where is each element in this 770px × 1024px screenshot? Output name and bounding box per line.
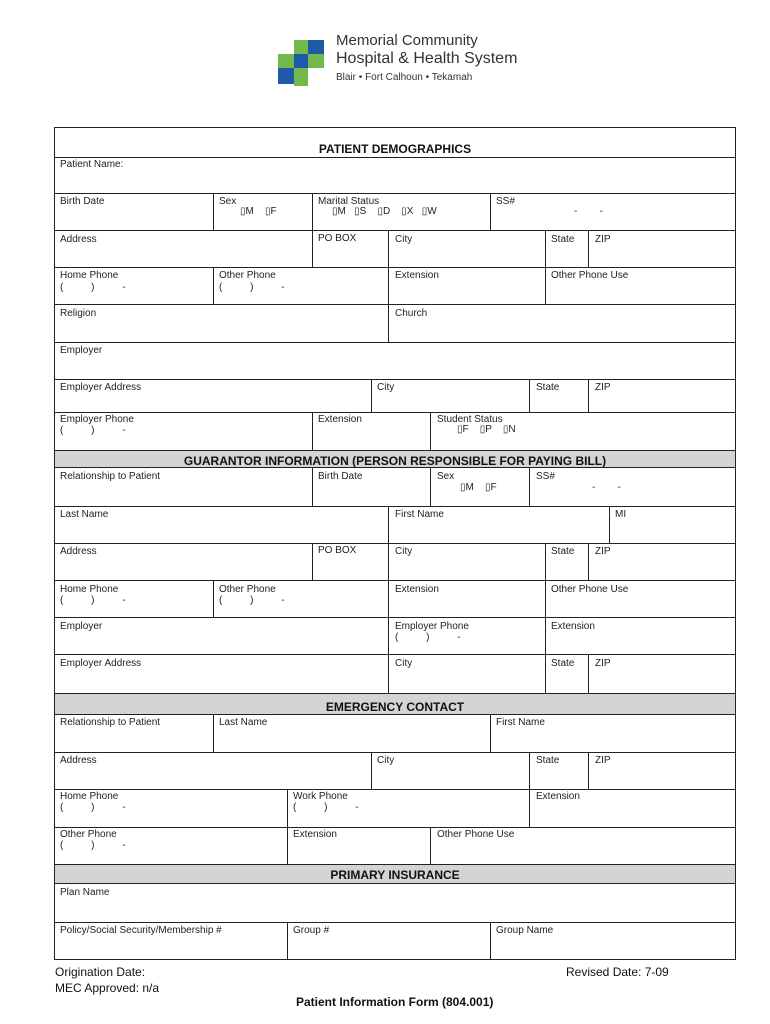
logo-line-1: Memorial Community bbox=[336, 32, 478, 49]
guarantor-last-name-label[interactable]: Last Name bbox=[60, 509, 109, 520]
other-phone-format: ( ) - bbox=[219, 282, 285, 293]
emergency-other-phone-use-label[interactable]: Other Phone Use bbox=[437, 829, 515, 840]
employer-zip-label[interactable]: ZIP bbox=[595, 382, 611, 393]
guarantor-po-box-label[interactable]: PO BOX bbox=[318, 545, 357, 556]
emergency-home-phone-format: ( ) - bbox=[60, 802, 126, 813]
guarantor-other-phone-label[interactable]: Other Phone bbox=[219, 584, 276, 595]
guarantor-city-label[interactable]: City bbox=[395, 546, 413, 557]
employer-phone-label[interactable]: Employer Phone bbox=[60, 414, 134, 425]
guarantor-employer-zip-label[interactable]: ZIP bbox=[595, 658, 611, 669]
section-header-demographics: PATIENT DEMOGRAPHICS bbox=[55, 141, 735, 158]
church-label[interactable]: Church bbox=[395, 308, 428, 319]
guarantor-home-phone-label[interactable]: Home Phone bbox=[60, 584, 119, 595]
marital-checkboxes[interactable]: ▯M ▯S ▯D ▯X ▯W bbox=[332, 206, 437, 217]
emergency-address-label[interactable]: Address bbox=[60, 755, 97, 766]
sex-checkboxes[interactable]: ▯M ▯F bbox=[240, 206, 277, 217]
guarantor-other-phone-format: ( ) - bbox=[219, 595, 285, 606]
guarantor-sex-checkboxes[interactable]: ▯M ▯F bbox=[460, 482, 497, 493]
revised-date: Revised Date: 7-09 bbox=[566, 965, 669, 979]
logo-line-3: Blair • Fort Calhoun • Tekamah bbox=[336, 72, 473, 83]
home-phone-label[interactable]: Home Phone bbox=[60, 270, 119, 281]
plan-name-label[interactable]: Plan Name bbox=[60, 887, 110, 898]
emergency-zip-label[interactable]: ZIP bbox=[595, 755, 611, 766]
emergency-relationship-label[interactable]: Relationship to Patient bbox=[60, 717, 161, 728]
guarantor-ssn-dashes: - - bbox=[592, 482, 621, 493]
guarantor-employer-phone-format: ( ) - bbox=[395, 632, 461, 643]
emergency-other-phone-label[interactable]: Other Phone bbox=[60, 829, 117, 840]
other-phone-use-label[interactable]: Other Phone Use bbox=[551, 270, 629, 281]
birth-date-label[interactable]: Birth Date bbox=[60, 196, 105, 207]
group-number-label[interactable]: Group # bbox=[293, 925, 330, 936]
home-phone-format: ( ) - bbox=[60, 282, 126, 293]
guarantor-employer-address-label[interactable]: Employer Address bbox=[60, 658, 142, 669]
employer-city-label[interactable]: City bbox=[377, 382, 395, 393]
patient-name-label: Patient Name: bbox=[60, 159, 124, 170]
policy-number-label[interactable]: Policy/Social Security/Membership # bbox=[60, 925, 222, 936]
address-label[interactable]: Address bbox=[60, 234, 97, 245]
guarantor-first-name-label[interactable]: First Name bbox=[395, 509, 444, 520]
emergency-state-label[interactable]: State bbox=[536, 755, 560, 766]
guarantor-relationship-label[interactable]: Relationship to Patient bbox=[60, 471, 161, 482]
guarantor-employer-extension-label[interactable]: Extension bbox=[551, 621, 595, 632]
other-phone-label[interactable]: Other Phone bbox=[219, 270, 276, 281]
ssn-label[interactable]: SS# bbox=[496, 196, 515, 207]
hospital-logo bbox=[276, 32, 526, 90]
guarantor-employer-state-label[interactable]: State bbox=[551, 658, 575, 669]
guarantor-birth-date-label[interactable]: Birth Date bbox=[318, 471, 363, 482]
student-status-checkboxes[interactable]: ▯F ▯P ▯N bbox=[457, 424, 516, 435]
guarantor-ssn-label[interactable]: SS# bbox=[536, 471, 555, 482]
section-header-guarantor: GUARANTOR INFORMATION (PERSON RESPONSIBLE FOR PAYING BILL) bbox=[55, 450, 735, 468]
section-header-insurance: PRIMARY INSURANCE bbox=[55, 864, 735, 884]
employer-phone-format: ( ) - bbox=[60, 425, 126, 436]
state-label[interactable]: State bbox=[551, 234, 575, 245]
student-status-label: Student Status bbox=[437, 414, 503, 425]
sex-label: Sex bbox=[219, 196, 237, 207]
emergency-extension-label[interactable]: Extension bbox=[536, 791, 580, 802]
section-header-emergency: EMERGENCY CONTACT bbox=[55, 693, 735, 715]
employer-address-label[interactable]: Employer Address bbox=[60, 382, 142, 393]
emergency-last-name-label[interactable]: Last Name bbox=[219, 717, 268, 728]
marital-status-label: Marital Status bbox=[318, 196, 380, 207]
form-title: Patient Information Form (804.001) bbox=[296, 995, 494, 1009]
guarantor-sex-label: Sex bbox=[437, 471, 455, 482]
extension-label[interactable]: Extension bbox=[395, 270, 439, 281]
guarantor-mi-label[interactable]: MI bbox=[615, 509, 627, 520]
emergency-work-phone-format: ( ) - bbox=[293, 802, 359, 813]
guarantor-state-label[interactable]: State bbox=[551, 546, 575, 557]
guarantor-employer-city-label[interactable]: City bbox=[395, 658, 413, 669]
religion-label[interactable]: Religion bbox=[60, 308, 97, 319]
logo-line-2: Hospital & Health System bbox=[336, 50, 518, 67]
cross-logo-icon bbox=[276, 38, 328, 88]
emergency-home-phone-label[interactable]: Home Phone bbox=[60, 791, 119, 802]
ssn-dashes: - - bbox=[574, 206, 603, 217]
guarantor-extension-label[interactable]: Extension bbox=[395, 584, 439, 595]
emergency-first-name-label[interactable]: First Name bbox=[496, 717, 545, 728]
group-name-label[interactable]: Group Name bbox=[496, 925, 554, 936]
emergency-work-phone-label[interactable]: Work Phone bbox=[293, 791, 348, 802]
mec-approved: MEC Approved: n/a bbox=[55, 981, 160, 995]
emergency-city-label[interactable]: City bbox=[377, 755, 395, 766]
emergency-other-extension-label[interactable]: Extension bbox=[293, 829, 337, 840]
zip-label[interactable]: ZIP bbox=[595, 234, 611, 245]
employer-label[interactable]: Employer bbox=[60, 345, 103, 356]
employer-state-label[interactable]: State bbox=[536, 382, 560, 393]
guarantor-address-label[interactable]: Address bbox=[60, 546, 97, 557]
guarantor-employer-label[interactable]: Employer bbox=[60, 621, 103, 632]
guarantor-employer-phone-label[interactable]: Employer Phone bbox=[395, 621, 469, 632]
po-box-label[interactable]: PO BOX bbox=[318, 233, 357, 244]
guarantor-other-phone-use-label[interactable]: Other Phone Use bbox=[551, 584, 629, 595]
origination-date: Origination Date: bbox=[55, 965, 146, 979]
city-label[interactable]: City bbox=[395, 234, 413, 245]
guarantor-zip-label[interactable]: ZIP bbox=[595, 546, 611, 557]
emergency-other-phone-format: ( ) - bbox=[60, 840, 126, 851]
employer-extension-label[interactable]: Extension bbox=[318, 414, 362, 425]
guarantor-home-phone-format: ( ) - bbox=[60, 595, 126, 606]
